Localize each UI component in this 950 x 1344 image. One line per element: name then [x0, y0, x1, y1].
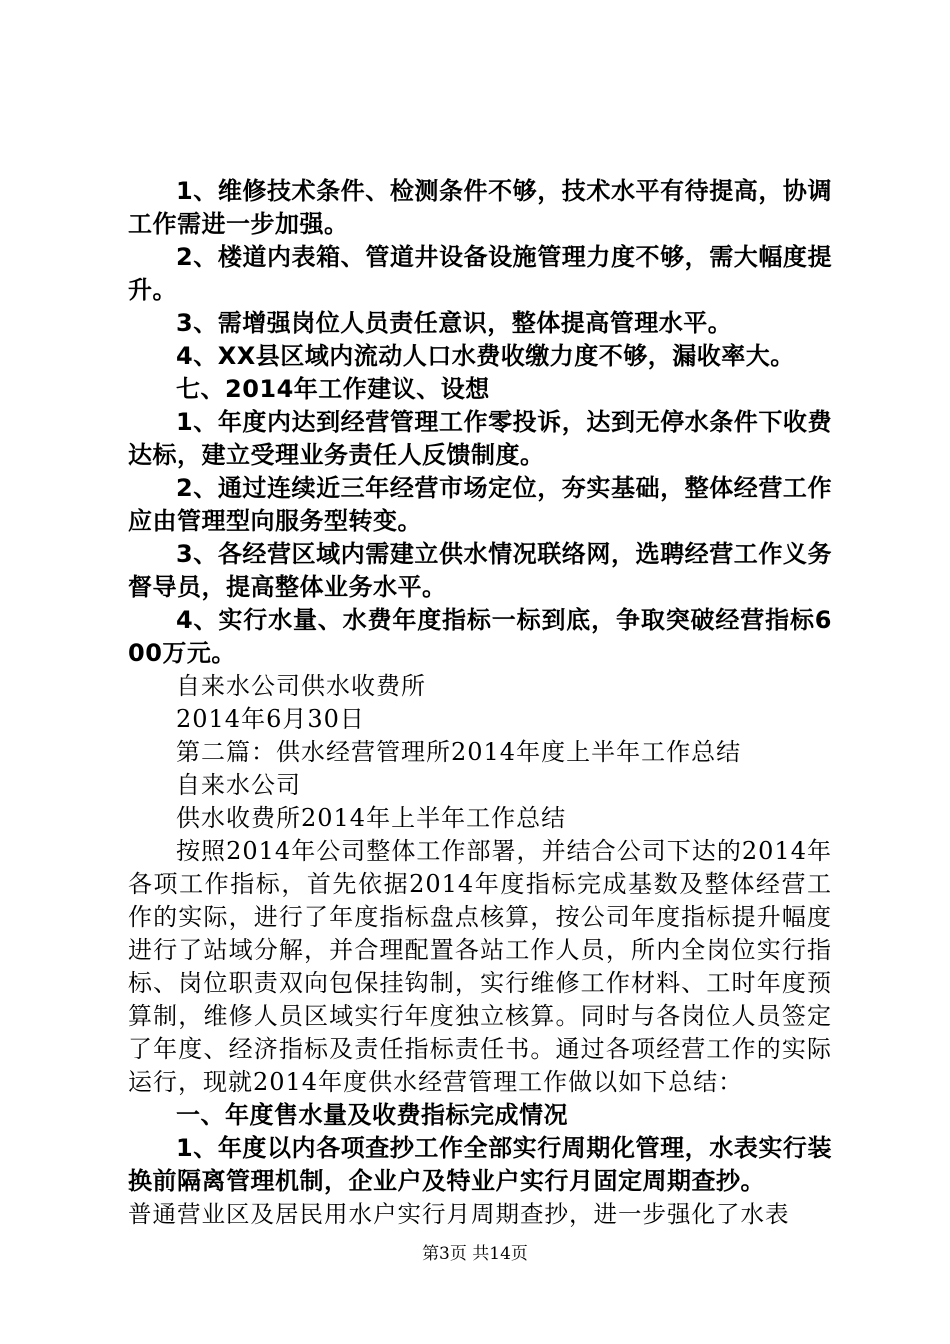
section-heading: 七、2014年工作建议、设想 — [176, 375, 490, 403]
paragraph: 普通营业区及居民用水户实行月周期查抄，进一步强化了水表 — [128, 1200, 790, 1228]
paragraph: 1、维修技术条件、检测条件不够，技术水平有待提高，协调工作需进一步加强。 — [128, 177, 832, 238]
signature-date: 2014年6月30日 — [176, 705, 365, 733]
paragraph: 按照2014年公司整体工作部署，并结合公司下达的2014年各项工作指标，首先依据2014年度指标完成基数及整体经营工作的实际，进行了年度指标盘点核算，按公司年度指标提升幅度进行了站域分解，并合理配置各站工作人员，所内全岗位实行指标、岗位职责双向包保挂钩制，实行维修工作材料、工时年度预算制，维修人员区域实行年度独立核算。同时与各岗位人员签定了年度、经济指标及责任指标责任书。通过各项经营工作的实际运行，现就2014年度供水经营管理工作做以如下总结： — [128, 837, 832, 1096]
page-footer: 第3页 共14页 — [422, 1244, 528, 1264]
chapter-title: 第二篇：供水经营管理所2014年度上半年工作总结 — [176, 738, 742, 766]
paragraph: 3、需增强岗位人员责任意识，整体提高管理水平。 — [176, 309, 733, 337]
paragraph: 1、年度内达到经营管理工作零投诉，达到无停水条件下收费达标，建立受理业务责任人反馈制度。 — [128, 408, 832, 469]
paragraph: 4、实行水量、水费年度指标一标到底，争取突破经营指标600万元。 — [128, 606, 832, 667]
document-body — [128, 175, 832, 1231]
paragraph: 1、年度以内各项查抄工作全部实行周期化管理，水表实行装换前隔离管理机制，企业户及特业户实行月固定周期查抄。 — [128, 1134, 832, 1195]
company-name: 自来水公司 — [176, 771, 301, 799]
paragraph: 2、通过连续近三年经营市场定位，夯实基础，整体经营工作应由管理型向服务型转变。 — [128, 474, 832, 535]
paragraph: 4、XX县区域内流动人口水费收缴力度不够，漏收率大。 — [176, 342, 795, 370]
report-title: 供水收费所2014年上半年工作总结 — [176, 804, 567, 832]
paragraph: 2、楼道内表箱、管道井设备设施管理力度不够，需大幅度提升。 — [128, 243, 832, 304]
paragraph: 3、各经营区域内需建立供水情况联络网，选聘经营工作义务督导员，提高整体业务水平。 — [128, 540, 832, 601]
signature-org: 自来水公司供水收费所 — [176, 672, 426, 700]
section-heading: 一、年度售水量及收费指标完成情况 — [176, 1101, 568, 1129]
